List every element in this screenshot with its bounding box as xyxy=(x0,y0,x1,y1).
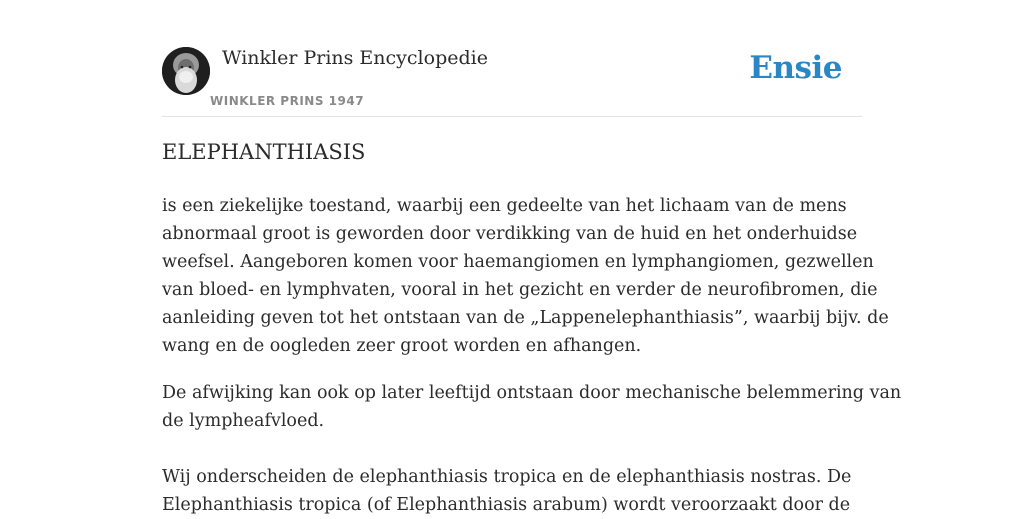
article-paragraph xyxy=(162,463,862,519)
source-subtitle: WINKLER PRINS 1947 xyxy=(210,94,365,108)
paragraph-line: aanleiding geven tot het ontstaan van de „Lappenelephanthiasis”, waarbij bijv. de xyxy=(162,308,889,328)
article-paragraph xyxy=(162,379,902,435)
ensie-logo[interactable]: Ensie xyxy=(749,50,842,86)
paragraph-line: Wij onderscheiden de elephanthiasis tropica en de elephanthiasis nostras. De xyxy=(162,467,852,487)
paragraph-line: weefsel. Aangeboren komen voor haemangiomen en lymphangiomen, gezwellen xyxy=(162,252,874,272)
portrait-avatar-icon[interactable] xyxy=(162,47,210,95)
paragraph-line: De afwijking kan ook op later leeftijd ontstaan door mechanische belemmering van xyxy=(162,383,902,403)
page-container xyxy=(162,0,902,515)
paragraph-line: Elephanthiasis tropica (of Elephanthiasis arabum) wordt veroorzaakt door de xyxy=(162,495,851,515)
paragraph-line: van bloed- en lymphvaten, vooral in het gezicht en verder de neurofibromen, die xyxy=(162,280,878,300)
paragraph-line: is een ziekelijke toestand, waarbij een gedeelte van het lichaam van de mens xyxy=(162,196,847,216)
paragraph-line: wang en de oogleden zeer groot worden en afhangen. xyxy=(162,336,642,356)
source-title[interactable]: Winkler Prins Encyclopedie xyxy=(222,47,488,69)
paragraph-line: abnormaal groot is geworden door verdikking van de huid en het onderhuidse xyxy=(162,224,858,244)
article-title: ELEPHANTHIASIS xyxy=(162,140,366,164)
article-paragraph xyxy=(162,192,889,360)
paragraph-line: de lympheafvloed. xyxy=(162,411,325,431)
source-header xyxy=(162,0,862,117)
